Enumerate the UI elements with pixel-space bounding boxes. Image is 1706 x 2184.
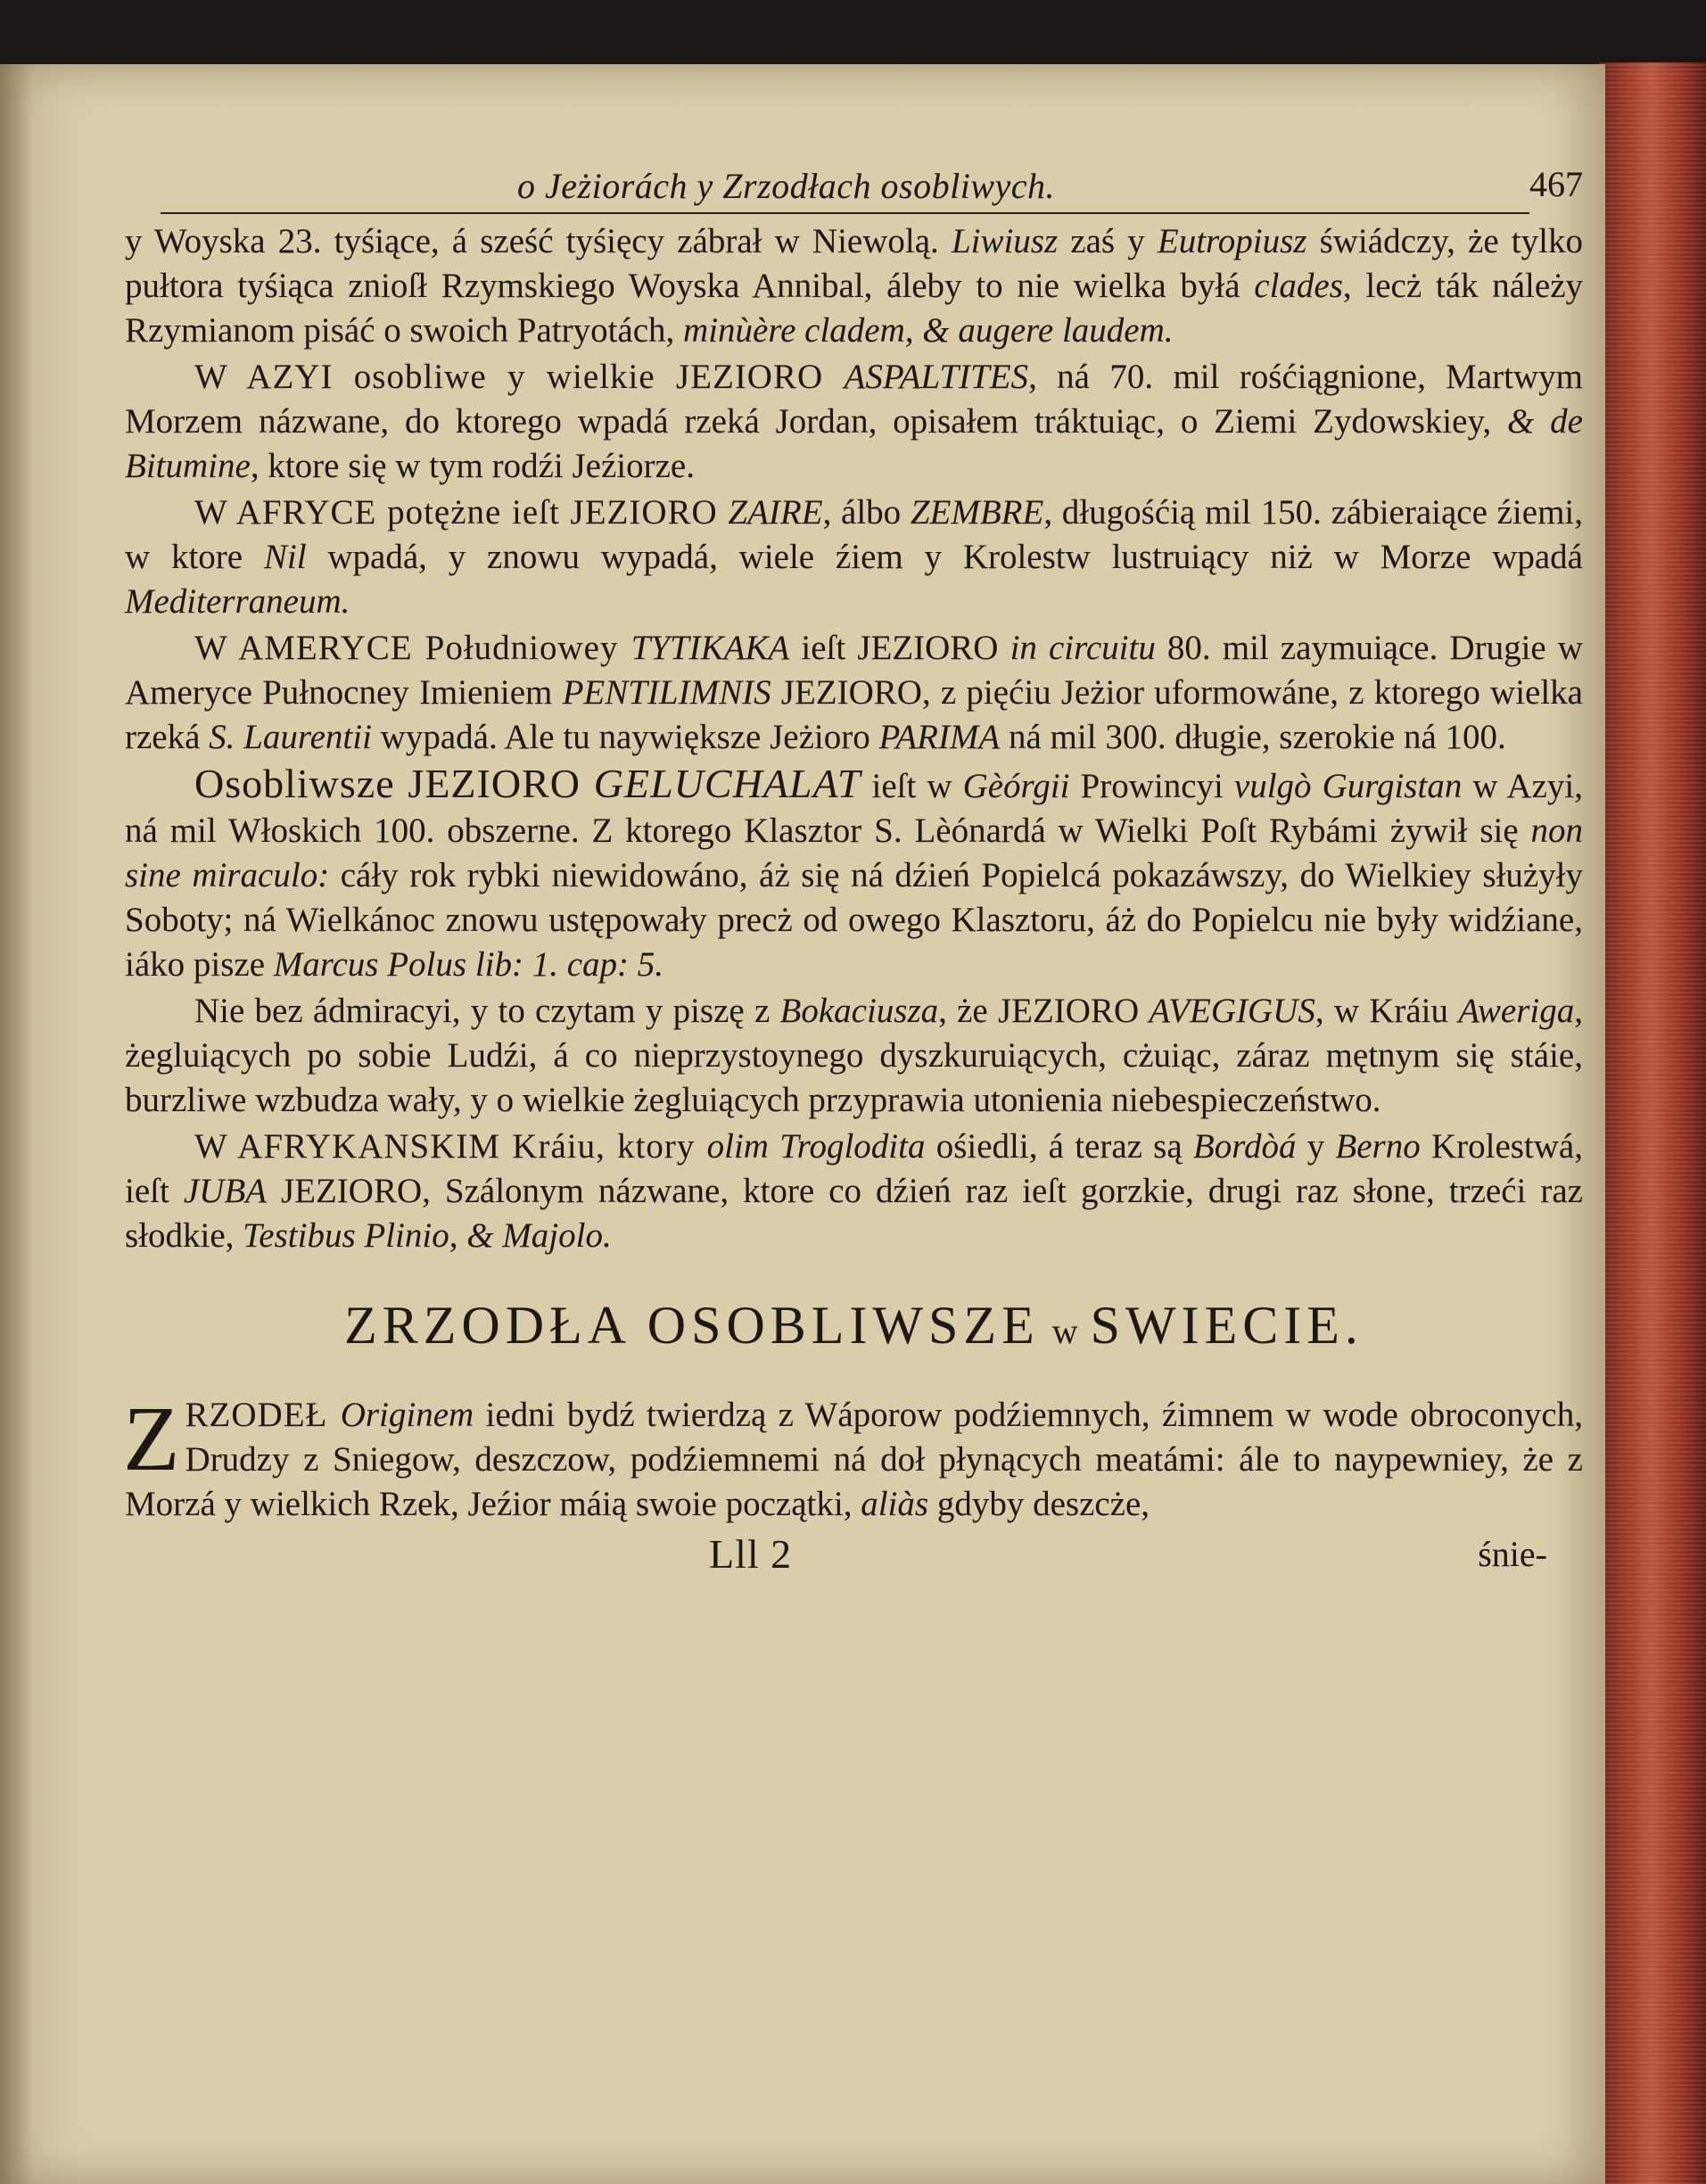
paragraph-continuation: y Woyska 23. tyśiące, á sześć tyśięcy zábrał w Niewolą. Liwiusz zaś y Eutropiusz świádczy, że tylko pułtora tyśiąca znioſł Rzymskiego Woyska Annibal, áleby to nie wielka byłá clades, lecż ták náleży Rzymianom pisáć o swoich Patryotách, minùère cladem, & augere laudem.	[125, 222, 1584, 350]
paragraph-avegigus: Nie bez ádmiracyi, y to czytam y piszę z Bokaciusza, że JEZIORO AVEGIGUS, w Kráiu Aweriga, żegluiących po sobie Ludźi, á co nieprzystoynego dyszkuruiących, cżuiąc, záraz mętnym się stáie, burzliwe wzbudza wały, y o wielkie żegluiących przyprawia utonienia niebespieczeństwo.	[125, 992, 1584, 1119]
section-heading: ZRZODŁA OSOBLIWSZE w SWIECIE.	[344, 1296, 1364, 1355]
running-title: o Jeżiorách y Zrzodłach osobliwych.	[517, 166, 1055, 206]
paragraph-sources: ZRZODEŁ Originem iedni bydź twierdzą z Wáporow podźiemnych, źimnem w wode obroconych, Drudzy z Sniegow, deszczow, podźiemnemi ná doł płynących meatámi: ále to naypewniey, że z Morzá y wielkich Rzek, Jeźior máią swoie początki, aliàs gdyby deszcże,	[123, 1388, 1583, 1523]
catchword: śnie-	[1478, 1534, 1547, 1574]
header-rule	[161, 212, 1529, 214]
page-footer	[125, 1532, 1583, 1586]
paragraph-america: W AMERYCE Południowey TYTIKAKA ieſt JEZIORO in circuitu 80. mil zaymuiące. Drugie w Ameryce Pułnocney Imieniem PENTILIMNIS JEZIORO, z pięćiu Jeżior uformowáne, z ktorego wielka rzeká S. Laurentii wypadá. Ale tu naywiększe Jeżioro PARIMA ná mil 300. długie, szerokie ná 100.	[125, 629, 1583, 756]
running-head	[125, 162, 1583, 216]
book-page	[0, 64, 1605, 2184]
text-block	[125, 162, 1583, 1586]
paragraph-juba: W AFRYKANSKIM Kráiu, ktory olim Troglodita ośiedli, á teraz są Bordòá y Berno Krolestwá, ieſt JUBA JEZIORO, Szálonym názwane, ktore co dźień raz ieſt gorzkie, drugi raz słone, trzeći raz słodkie, Testibus Plinio, & Majolo.	[125, 1127, 1583, 1255]
drop-cap: Z	[123, 1388, 180, 1490]
book-page-edge	[1599, 62, 1706, 2184]
signature-mark: Lll 2	[709, 1531, 793, 1577]
paragraph-asia: W AZYI osobliwe y wielkie JEZIORO ASPALTITES, ná 70. mil rośćiągnione, Martwym Morzem názwane, do ktorego wpadá rzeká Jordan, opisałem tráktuiąc, o Ziemi Zydowskiey, & de Bitumine, ktore się w tym rodźi Jeźiorze.	[125, 358, 1583, 485]
paragraph-georgia: Osobliwsze JEZIORO GELUCHALAT ieſt w Gèórgii Prowincyi vulgò Gurgistan w Azyi, ná mil Włoskich 100. obszerne. Z ktorego Klasztor S. Lèónardá w Wielki Poſt Rybámi żywił się non sine miraculo: cáły rok rybki niewidowáno, áż się ná dźień Popielcá pokazáwszy, do Wielkiey służyły Soboty; ná Wielkánoc znowu ustępowały precż od owego Klasztoru, áż do Popielcu nie były widźiane, iáko pisze Marcus Polus lib: 1. cap: 5.	[125, 761, 1584, 984]
paragraph-africa: W AFRYCE potężne ieſt JEZIORO ZAIRE, álbo ZEMBRE, długośćią mil 150. zábieraiące źiemi, w ktore Nil wpadá, y znowu wypadá, wiele źiem y Krolestw lustruiący niż w Morze wpadá Mediterraneum.	[125, 493, 1583, 621]
page-number: 467	[1529, 164, 1583, 204]
